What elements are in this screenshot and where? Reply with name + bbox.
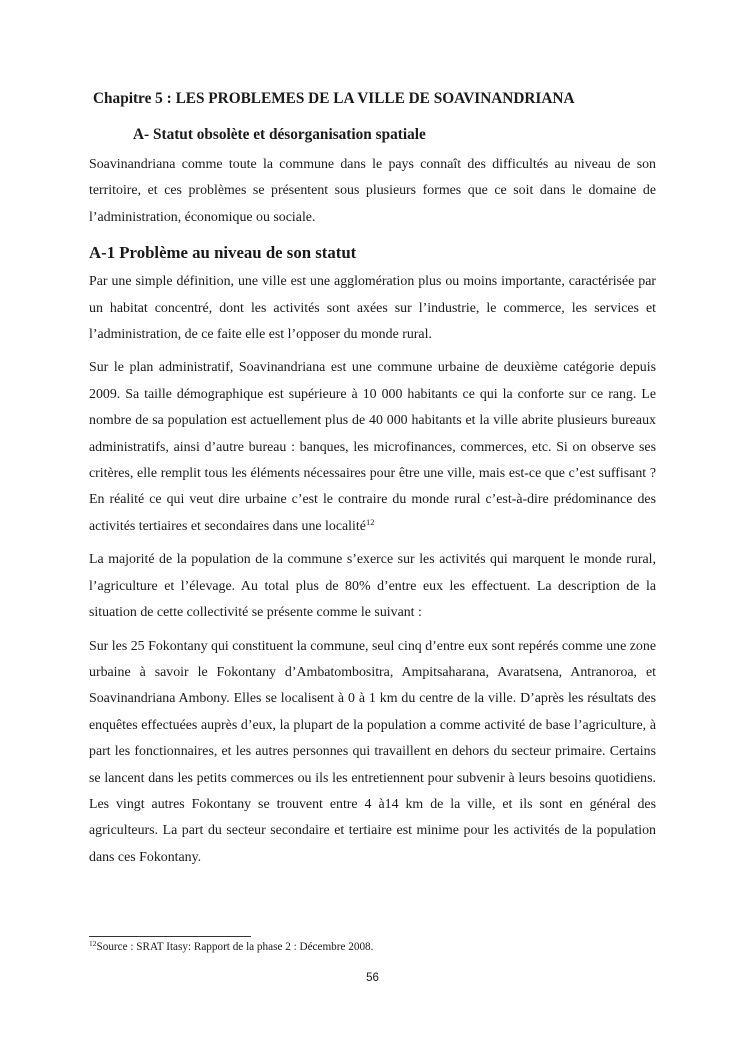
footnote-divider: [89, 936, 251, 937]
section-a-title: A- Statut obsolète et désorganisation spatiale: [133, 126, 426, 143]
section-a-intro: Soavinandriana comme toute la commune dans le pays connaît des difficultés au niveau de son territoire, et ces problèmes se présentent sous plusieurs formes que ce soit dans le domaine de l’administration, économique ou sociale.: [89, 157, 656, 225]
section-a1-title: A-1 Problème au niveau de son statut: [89, 243, 357, 263]
footnote: [89, 940, 373, 954]
footnote-reference[interactable]: 12: [365, 516, 375, 527]
paragraph-definition: Par une simple définition, une ville est une agglomération plus ou moins importante, caractérisée par un habitat concentré, dont les activités sont axées sur l’industrie, le commerce, les services et l’administration, de ce faite elle est l’opposer du monde rural.: [89, 274, 656, 343]
footnote-text: Source : SRAT Itasy: Rapport de la phase 2 : Décembre 2008.: [96, 941, 374, 953]
footnote-number: 12: [89, 939, 97, 948]
chapter-title: Chapitre 5 : LES PROBLEMES DE LA VILLE DE SOAVINANDRIANA: [93, 90, 575, 107]
paragraph-administrative-text: Sur le plan administratif, Soavinandriana est une commune urbaine de deuxième catégorie depuis 2009. Sa taille démographique est supérieure à 10 000 habitants ce qui la conforte sur ce rang. Le nombre de sa population est actuellement plus de 40 000 habitants et la ville abrite plusieurs bureaux administratifs, ainsi d’autre bureau : banques, les microfinances, commerces, etc. Si on observe ses critères, elle remplit tous les éléments nécessaires pour être une ville, mais est-ce que c’est suffisant ? En réalité ce qui veut dire urbaine c’est le contraire du monde rural c’est-à-dire prédominance des activités tertiaires et secondaires dans une localité: [89, 360, 656, 534]
page-number: 56: [366, 972, 379, 984]
paragraph-administrative: [89, 355, 656, 540]
page-content: [89, 88, 656, 871]
paragraph-rural-activities: La majorité de la population de la commune s’exerce sur les activités qui marquent le monde rural, l’agriculture et l’élevage. Au total plus de 80% d’entre eux les effectuent. La description de la situation de cette collectivité se présente comme le suivant :: [89, 552, 656, 621]
paragraph-fokontany: Sur les 25 Fokontany qui constituent la commune, seul cinq d’entre eux sont repérés comme une zone urbaine à savoir le Fokontany d’Ambatombositra, Ampitsaharana, Avaratsena, Antranoroa, et Soavinandriana Ambony. Elles se localisent à 0 à 1 km du centre de la ville. D’après les résultats des enquêtes effectuées auprès d’eux, la plupart de la population a comme activité de base l’agriculture, à part les fonctionnaires, et les autres personnes qui travaillent en dehors du secteur primaire. Certains se lancent dans les petits commerces ou ils les entretiennent pour subvenir à leurs besoins quotidiens. Les vingt autres Fokontany se trouvent entre 4 à14 km de la ville, et ils sont en général des agriculteurs. La part du secteur secondaire et tertiaire est minime pour les activités de la population dans ces Fokontany.: [89, 638, 656, 865]
